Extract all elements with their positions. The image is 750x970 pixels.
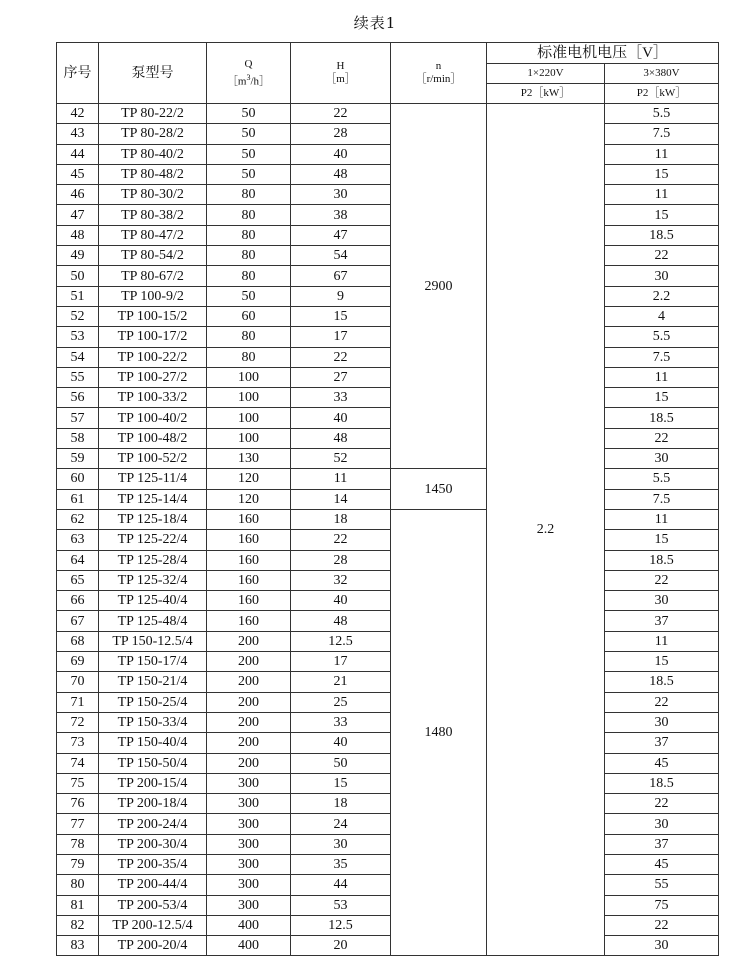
table-row — [57, 286, 719, 306]
cell-no: 46 — [57, 185, 99, 205]
table-row — [57, 753, 719, 773]
header-single-phase: 1×220V — [487, 64, 605, 84]
cell-model: TP 80-28/2 — [99, 124, 207, 144]
cell-flow: 300 — [207, 814, 291, 834]
cell-flow: 120 — [207, 489, 291, 509]
cell-power-three: 2.2 — [605, 286, 719, 306]
cell-model: TP 125-28/4 — [99, 550, 207, 570]
table-row — [57, 936, 719, 956]
cell-model: TP 200-53/4 — [99, 895, 207, 915]
cell-head: 33 — [291, 388, 391, 408]
cell-model: TP 200-35/4 — [99, 854, 207, 874]
table-row — [57, 652, 719, 672]
cell-head: 30 — [291, 185, 391, 205]
cell-model: TP 100-22/2 — [99, 347, 207, 367]
cell-power-three: 15 — [605, 205, 719, 225]
cell-no: 47 — [57, 205, 99, 225]
cell-power-three: 4 — [605, 306, 719, 326]
cell-no: 77 — [57, 814, 99, 834]
cell-head: 27 — [291, 367, 391, 387]
table-row — [57, 449, 719, 469]
cell-no: 65 — [57, 570, 99, 590]
table-row — [57, 875, 719, 895]
cell-head: 40 — [291, 591, 391, 611]
cell-model: TP 150-21/4 — [99, 672, 207, 692]
cell-model: TP 150-40/4 — [99, 733, 207, 753]
header-power-three: P2［kW］ — [605, 84, 719, 104]
cell-model: TP 200-24/4 — [99, 814, 207, 834]
header-head-unit: ［m］ — [325, 73, 356, 85]
cell-power-three: 11 — [605, 631, 719, 651]
cell-flow: 80 — [207, 246, 291, 266]
cell-head: 17 — [291, 652, 391, 672]
cell-flow: 200 — [207, 692, 291, 712]
header-speed-symbol: n — [435, 60, 442, 72]
cell-model: TP 200-20/4 — [99, 936, 207, 956]
cell-power-three: 15 — [605, 388, 719, 408]
cell-no: 72 — [57, 712, 99, 732]
cell-power-three: 30 — [605, 814, 719, 834]
table-row — [57, 895, 719, 915]
cell-power-three: 7.5 — [605, 124, 719, 144]
cell-no: 75 — [57, 773, 99, 793]
cell-model: TP 80-67/2 — [99, 266, 207, 286]
table-row — [57, 246, 719, 266]
cell-flow: 100 — [207, 408, 291, 428]
cell-no: 59 — [57, 449, 99, 469]
cell-no: 76 — [57, 794, 99, 814]
cell-model: TP 80-47/2 — [99, 225, 207, 245]
cell-flow: 300 — [207, 875, 291, 895]
cell-flow: 200 — [207, 753, 291, 773]
cell-model: TP 100-15/2 — [99, 306, 207, 326]
table-row — [57, 266, 719, 286]
cell-power-three: 5.5 — [605, 104, 719, 124]
cell-flow: 120 — [207, 469, 291, 489]
cell-head: 22 — [291, 347, 391, 367]
cell-flow: 50 — [207, 124, 291, 144]
table-row — [57, 733, 719, 753]
cell-no: 58 — [57, 428, 99, 448]
table-row — [57, 388, 719, 408]
cell-power-three: 18.5 — [605, 408, 719, 428]
cell-head: 15 — [291, 773, 391, 793]
table-row — [57, 672, 719, 692]
cell-power-three: 22 — [605, 428, 719, 448]
header-flow-unit: $[m^3/h]$ — [226, 72, 271, 88]
pump-spec-table — [56, 42, 719, 956]
cell-head: 40 — [291, 408, 391, 428]
cell-head: 28 — [291, 124, 391, 144]
cell-head: 28 — [291, 550, 391, 570]
cell-power-three: 22 — [605, 570, 719, 590]
table-row — [57, 185, 719, 205]
header-no: 序号 — [57, 43, 99, 104]
cell-power-three: 37 — [605, 834, 719, 854]
cell-flow: 400 — [207, 915, 291, 935]
table-row — [57, 144, 719, 164]
table-row — [57, 915, 719, 935]
cell-power-three: 18.5 — [605, 225, 719, 245]
table-caption: 续表1 — [353, 14, 397, 32]
cell-head: 17 — [291, 327, 391, 347]
cell-model: TP 80-38/2 — [99, 205, 207, 225]
cell-flow: 300 — [207, 854, 291, 874]
cell-head: 32 — [291, 570, 391, 590]
table-row — [57, 854, 719, 874]
cell-flow: 130 — [207, 449, 291, 469]
table-row — [57, 794, 719, 814]
cell-head: 18 — [291, 794, 391, 814]
cell-power-three: 15 — [605, 530, 719, 550]
cell-model: TP 80-22/2 — [99, 104, 207, 124]
cell-flow: 60 — [207, 306, 291, 326]
cell-head: 30 — [291, 834, 391, 854]
table-row — [57, 469, 719, 489]
cell-model: TP 125-40/4 — [99, 591, 207, 611]
cell-flow: 200 — [207, 733, 291, 753]
cell-no: 73 — [57, 733, 99, 753]
cell-power-three: 30 — [605, 712, 719, 732]
cell-no: 55 — [57, 367, 99, 387]
cell-flow: 160 — [207, 509, 291, 529]
cell-no: 74 — [57, 753, 99, 773]
cell-head: 47 — [291, 225, 391, 245]
cell-no: 57 — [57, 408, 99, 428]
table-row — [57, 591, 719, 611]
table-row — [57, 834, 719, 854]
header-flow-symbol: Q — [244, 57, 253, 70]
cell-flow: 200 — [207, 672, 291, 692]
cell-flow: 50 — [207, 144, 291, 164]
cell-flow: 200 — [207, 652, 291, 672]
table-row — [57, 570, 719, 590]
table-row — [57, 712, 719, 732]
cell-no: 68 — [57, 631, 99, 651]
cell-no: 48 — [57, 225, 99, 245]
cell-no: 64 — [57, 550, 99, 570]
table-row — [57, 611, 719, 631]
cell-no: 81 — [57, 895, 99, 915]
table-body — [57, 104, 719, 956]
cell-flow: 50 — [207, 164, 291, 184]
cell-flow: 160 — [207, 591, 291, 611]
cell-power-three: 30 — [605, 936, 719, 956]
cell-flow: 80 — [207, 327, 291, 347]
cell-power-three: 11 — [605, 185, 719, 205]
cell-flow: 80 — [207, 266, 291, 286]
cell-no: 62 — [57, 509, 99, 529]
table-row — [57, 814, 719, 834]
cell-flow: 160 — [207, 611, 291, 631]
cell-model: TP 200-44/4 — [99, 875, 207, 895]
cell-model: TP 150-25/4 — [99, 692, 207, 712]
cell-model: TP 100-27/2 — [99, 367, 207, 387]
cell-no: 82 — [57, 915, 99, 935]
cell-head: 67 — [291, 266, 391, 286]
cell-model: TP 125-11/4 — [99, 469, 207, 489]
cell-model: TP 150-33/4 — [99, 712, 207, 732]
cell-head: 53 — [291, 895, 391, 915]
header-voltage: 标准电机电压［V］ — [487, 43, 719, 64]
cell-model: TP 100-33/2 — [99, 388, 207, 408]
table-row — [57, 428, 719, 448]
cell-model: TP 150-12.5/4 — [99, 631, 207, 651]
cell-flow: 100 — [207, 428, 291, 448]
cell-no: 49 — [57, 246, 99, 266]
table-row — [57, 550, 719, 570]
cell-flow: 100 — [207, 388, 291, 408]
cell-flow: 400 — [207, 936, 291, 956]
cell-no: 83 — [57, 936, 99, 956]
cell-power-three: 22 — [605, 794, 719, 814]
table-row — [57, 408, 719, 428]
cell-head: 48 — [291, 611, 391, 631]
cell-power-three: 55 — [605, 875, 719, 895]
cell-no: 71 — [57, 692, 99, 712]
cell-model: TP 125-22/4 — [99, 530, 207, 550]
cell-flow: 80 — [207, 347, 291, 367]
cell-no: 67 — [57, 611, 99, 631]
cell-no: 63 — [57, 530, 99, 550]
cell-power-three: 45 — [605, 854, 719, 874]
cell-no: 53 — [57, 327, 99, 347]
cell-no: 50 — [57, 266, 99, 286]
cell-speed: 2900 — [391, 104, 487, 469]
cell-head: 15 — [291, 306, 391, 326]
table-row — [57, 773, 719, 793]
cell-no: 44 — [57, 144, 99, 164]
header-speed — [391, 43, 487, 104]
cell-head: 50 — [291, 753, 391, 773]
cell-no: 61 — [57, 489, 99, 509]
table-row — [57, 205, 719, 225]
cell-head: 24 — [291, 814, 391, 834]
table-row — [57, 530, 719, 550]
cell-flow: 100 — [207, 367, 291, 387]
cell-speed: 1480 — [391, 509, 487, 956]
table-row — [57, 164, 719, 184]
cell-model: TP 100-48/2 — [99, 428, 207, 448]
cell-flow: 50 — [207, 104, 291, 124]
header-head-symbol: H — [336, 60, 345, 72]
cell-model: TP 80-40/2 — [99, 144, 207, 164]
cell-power-three: 11 — [605, 144, 719, 164]
cell-model: TP 100-9/2 — [99, 286, 207, 306]
cell-power-three: 5.5 — [605, 469, 719, 489]
cell-power-three: 75 — [605, 895, 719, 915]
cell-model: TP 200-18/4 — [99, 794, 207, 814]
cell-flow: 300 — [207, 834, 291, 854]
cell-power-three: 15 — [605, 652, 719, 672]
cell-power-three: 37 — [605, 611, 719, 631]
cell-flow: 80 — [207, 185, 291, 205]
cell-head: 12.5 — [291, 915, 391, 935]
table-row — [57, 489, 719, 509]
cell-model: TP 125-32/4 — [99, 570, 207, 590]
header-head — [291, 43, 391, 104]
header-model: 泵型号 — [99, 43, 207, 104]
cell-head: 35 — [291, 854, 391, 874]
cell-head: 22 — [291, 104, 391, 124]
table-row — [57, 509, 719, 529]
cell-flow: 200 — [207, 712, 291, 732]
cell-flow: 80 — [207, 225, 291, 245]
cell-power-three: 22 — [605, 915, 719, 935]
cell-head: 12.5 — [291, 631, 391, 651]
cell-flow: 200 — [207, 631, 291, 651]
cell-head: 20 — [291, 936, 391, 956]
table-row — [57, 306, 719, 326]
cell-flow: 300 — [207, 794, 291, 814]
cell-power-three: 45 — [605, 753, 719, 773]
cell-model: TP 125-14/4 — [99, 489, 207, 509]
header-flow — [207, 43, 291, 104]
cell-no: 80 — [57, 875, 99, 895]
cell-model: TP 125-18/4 — [99, 509, 207, 529]
cell-flow: 80 — [207, 205, 291, 225]
cell-power-three: 30 — [605, 449, 719, 469]
cell-head: 21 — [291, 672, 391, 692]
cell-power-three: 7.5 — [605, 347, 719, 367]
cell-flow: 50 — [207, 286, 291, 306]
table-row — [57, 104, 719, 124]
cell-power-three: 5.5 — [605, 327, 719, 347]
cell-no: 60 — [57, 469, 99, 489]
cell-no: 79 — [57, 854, 99, 874]
cell-no: 42 — [57, 104, 99, 124]
cell-power-three: 30 — [605, 266, 719, 286]
cell-head: 33 — [291, 712, 391, 732]
cell-no: 66 — [57, 591, 99, 611]
table-row — [57, 631, 719, 651]
cell-no: 54 — [57, 347, 99, 367]
cell-head: 9 — [291, 286, 391, 306]
cell-model: TP 150-17/4 — [99, 652, 207, 672]
cell-power-three: 18.5 — [605, 550, 719, 570]
cell-power-three: 15 — [605, 164, 719, 184]
cell-head: 54 — [291, 246, 391, 266]
cell-no: 70 — [57, 672, 99, 692]
cell-power-three: 37 — [605, 733, 719, 753]
cell-speed: 1450 — [391, 469, 487, 510]
cell-flow: 160 — [207, 550, 291, 570]
cell-model: TP 200-12.5/4 — [99, 915, 207, 935]
cell-head: 38 — [291, 205, 391, 225]
cell-head: 40 — [291, 733, 391, 753]
cell-head: 22 — [291, 530, 391, 550]
cell-head: 18 — [291, 509, 391, 529]
cell-head: 48 — [291, 164, 391, 184]
cell-power-single: 2.2 — [487, 104, 605, 956]
cell-no: 43 — [57, 124, 99, 144]
table-row — [57, 225, 719, 245]
cell-flow: 160 — [207, 530, 291, 550]
table-row — [57, 124, 719, 144]
cell-head: 25 — [291, 692, 391, 712]
cell-power-three: 18.5 — [605, 773, 719, 793]
cell-model: TP 200-30/4 — [99, 834, 207, 854]
header-three-phase: 3×380V — [605, 64, 719, 84]
header-speed-unit: ［r/min］ — [415, 73, 462, 85]
cell-model: TP 200-15/4 — [99, 773, 207, 793]
cell-power-three: 22 — [605, 246, 719, 266]
cell-head: 52 — [291, 449, 391, 469]
cell-head: 48 — [291, 428, 391, 448]
cell-power-three: 11 — [605, 367, 719, 387]
cell-no: 56 — [57, 388, 99, 408]
header-power-single: P2［kW］ — [487, 84, 605, 104]
cell-model: TP 100-40/2 — [99, 408, 207, 428]
cell-head: 11 — [291, 469, 391, 489]
cell-flow: 300 — [207, 773, 291, 793]
cell-head: 44 — [291, 875, 391, 895]
cell-no: 78 — [57, 834, 99, 854]
cell-model: TP 150-50/4 — [99, 753, 207, 773]
cell-model: TP 80-30/2 — [99, 185, 207, 205]
table-row — [57, 692, 719, 712]
table-row — [57, 327, 719, 347]
cell-model: TP 100-52/2 — [99, 449, 207, 469]
table-row — [57, 367, 719, 387]
cell-model: TP 80-48/2 — [99, 164, 207, 184]
cell-no: 69 — [57, 652, 99, 672]
cell-flow: 300 — [207, 895, 291, 915]
cell-model: TP 80-54/2 — [99, 246, 207, 266]
cell-no: 52 — [57, 306, 99, 326]
table-row — [57, 347, 719, 367]
cell-flow: 160 — [207, 570, 291, 590]
cell-no: 51 — [57, 286, 99, 306]
cell-power-three: 18.5 — [605, 672, 719, 692]
cell-no: 45 — [57, 164, 99, 184]
cell-head: 14 — [291, 489, 391, 509]
cell-power-three: 11 — [605, 509, 719, 529]
cell-power-three: 7.5 — [605, 489, 719, 509]
cell-power-three: 30 — [605, 591, 719, 611]
cell-model: TP 100-17/2 — [99, 327, 207, 347]
cell-power-three: 22 — [605, 692, 719, 712]
cell-head: 40 — [291, 144, 391, 164]
cell-model: TP 125-48/4 — [99, 611, 207, 631]
